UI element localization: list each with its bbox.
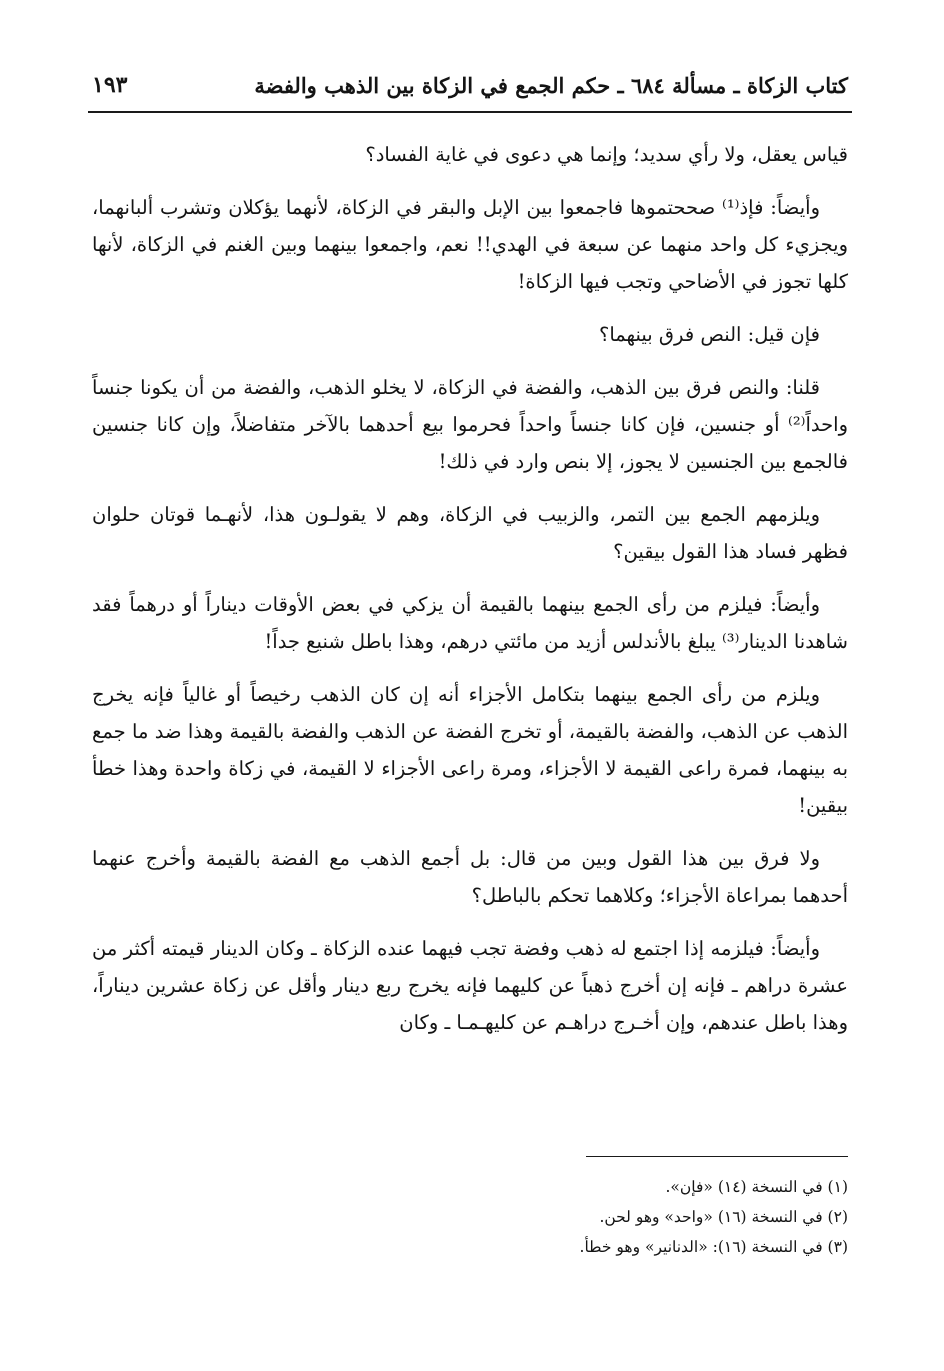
paragraph: وأيضاً: فيلزمه إذا اجتمع له ذهب وفضة تجب فيهما عنده الزكاة ـ وكان الدينار قيمته أكثر من عشرة دراهم ـ فإنه إن أخرج ذهباً عن كليهما فإنه يخرج ربع دينار وأقل عن زكاة عشرين ديناراً، وهذا باطل عندهم، وإن أخـرج دراهـم عن كليهـمـا ـ وكان (92, 937, 848, 1034)
main-text (92, 136, 848, 1057)
footnote: (٢) في النسخة (١٦) «واحد» وهو لحن. (599, 1208, 848, 1226)
page-number: ١٩٣ (92, 72, 128, 98)
page-header (92, 58, 848, 98)
footnote: (١) في النسخة (١٤) «فإن». (665, 1178, 848, 1196)
paragraph: وأيضاً: فيلزم من رأى الجمع بينهما بالقيمة أن يزكي في بعض الأوقات ديناراً أو درهماً فقد شاهدنا الدينار⁽³⁾ يبلغ بالأندلس أزيد من مائتي درهم، وهذا باطل شنيع جداً! (92, 593, 848, 653)
paragraph: وأيضاً: فإذ⁽¹⁾ صححتموها فاجمعوا بين الإبل والبقر في الزكاة، لأنهما يؤكلان وتشرب ألبانهما، ويجزيء كل واحد منهما عن سبعة في الهدي!! نعم، واجمعوا بينهما وبين الغنم في الزكاة، لأنها كلها تجوز في الأضاحي وتجب فيها الزكاة! (92, 196, 848, 293)
paragraph: ولا فرق بين هذا القول وبين من قال: بل أجمع الذهب مع الفضة بالقيمة وأخرج عنهما أحدهما بمراعاة الأجزاء؛ وكلاهما تحكم بالباطل؟ (92, 847, 848, 907)
paragraph: ويلزم من رأى الجمع بينهما بتكامل الأجزاء أنه إن كان الذهب رخيصاً أو غالياً فإنه يخرج الذهب عن الذهب، والفضة بالقيمة، أو تخرج الفضة عن الذهب والفضة بالقيمة وهذا ضد ما جمع به بينهما، فمرة راعى القيمة لا الأجزاء، ومرة راعى الأجزاء لا القيمة، في زكاة واحدة وهذا خطأ بيقين! (92, 683, 848, 817)
paragraph: قياس يعقل، ولا رأي سديد؛ وإنما هي دعوى في غاية الفساد؟ (365, 143, 848, 166)
paragraph: ويلزمهم الجمع بين التمر، والزبيب في الزكاة، وهم لا يقولـون هذا، لأنهـما قوتان حلوان فظهر فساد هذا القول بيقين؟ (92, 503, 848, 563)
paragraph: قلنا: والنص فرق بين الذهب، والفضة في الزكاة، لا يخلو الذهب، والفضة من أن يكونا جنساً واحداً⁽²⁾ أو جنسين، فإن كانا جنساً واحداً فحرموا بيع أحدهما بالآخر متفاضلاً، وإن كانا جنسين فالجمع بين الجنسين لا يجوز، إلا بنص وارد في ذلك! (92, 376, 848, 473)
footnote: (٣) في النسخة (١٦): «الدنانير» وهو خطأ. (579, 1238, 848, 1256)
running-title: كتاب الزكاة ـ مسألة ٦٨٤ ـ حكم الجمع في الزكاة بين الذهب والفضة (254, 73, 848, 98)
paragraph: فإن قيل: النص فرق بينهما؟ (598, 323, 820, 346)
header-rule (88, 111, 852, 113)
footnotes (92, 1172, 848, 1262)
footnote-separator (586, 1156, 848, 1157)
